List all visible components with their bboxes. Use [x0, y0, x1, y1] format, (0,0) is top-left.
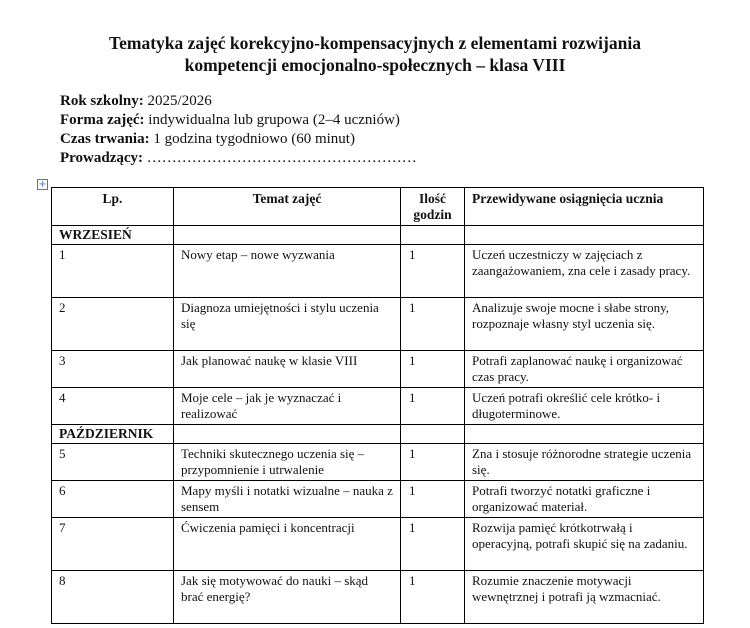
table-header-row	[52, 188, 704, 226]
title-line-1: Tematyka zajęć korekcyjno-kompensacyjnych z elementami rozwijania	[109, 33, 641, 53]
meta-value: 2025/2026	[143, 93, 212, 109]
meta-label: Rok szkolny:	[60, 93, 144, 109]
table-row	[52, 518, 704, 571]
cell-hours: 1	[401, 351, 465, 388]
cell-topic: Techniki skutecznego uczenia się – przypomnienie i utrwalenie	[174, 444, 401, 481]
meta-duration	[60, 130, 417, 149]
cell-lp: 6	[52, 481, 174, 518]
month-label: WRZESIEŃ	[52, 226, 174, 245]
cell-outcome: Potrafi tworzyć notatki graficzne i organizować materiał.	[465, 481, 704, 518]
cell-lp: 2	[52, 298, 174, 351]
table-row	[52, 245, 704, 298]
cell-outcome: Uczeń uczestniczy w zajęciach z zaangażowaniem, zna cele i zasady pracy.	[465, 245, 704, 298]
cell-topic: Ćwiczenia pamięci i koncentracji	[174, 518, 401, 571]
table-row	[52, 481, 704, 518]
meta-value: indywidualna lub grupowa (2–4 uczniów)	[144, 112, 400, 128]
meta-info	[60, 92, 417, 168]
cell-lp: 3	[52, 351, 174, 388]
header-topic: Temat zajęć	[174, 188, 401, 226]
meta-label: Prowadzący:	[60, 150, 144, 166]
meta-label: Forma zajęć:	[60, 112, 145, 128]
cell-hours: 1	[401, 298, 465, 351]
cell-topic: Moje cele – jak je wyznaczać i realizować	[174, 388, 401, 425]
month-label: PAŹDZIERNIK	[52, 425, 174, 444]
table-row	[52, 444, 704, 481]
cell-lp: 8	[52, 571, 174, 624]
cell-topic: Diagnoza umiejętności i stylu uczenia się	[174, 298, 401, 351]
cell-topic: Nowy etap – nowe wyzwania	[174, 245, 401, 298]
cell-hours: 1	[401, 245, 465, 298]
cell-outcome: Rozwija pamięć krótkotrwałą i operacyjną, potrafi skupić się na zadaniu.	[465, 518, 704, 571]
cell-outcome: Zna i stosuje różnorodne strategie uczenia się.	[465, 444, 704, 481]
header-lp: Lp.	[52, 188, 174, 226]
meta-label: Czas trwania:	[60, 131, 150, 147]
table-row	[52, 388, 704, 425]
meta-form	[60, 111, 417, 130]
table-row	[52, 298, 704, 351]
cell-lp: 1	[52, 245, 174, 298]
cell-hours: 1	[401, 388, 465, 425]
cell-lp: 4	[52, 388, 174, 425]
header-hours: Ilość godzin	[401, 188, 465, 226]
cell-outcome: Uczeń potrafi określić cele krótko- i długoterminowe.	[465, 388, 704, 425]
month-row	[52, 425, 704, 444]
cell-hours: 1	[401, 571, 465, 624]
document-title	[40, 32, 710, 76]
cell-hours: 1	[401, 481, 465, 518]
cell-topic: Jak się motywować do nauki – skąd brać energię?	[174, 571, 401, 624]
cell-outcome: Rozumie znaczenie motywacji wewnętrznej i potrafi ją wzmacniać.	[465, 571, 704, 624]
title-line-2: kompetencji emocjonalno-społecznych – klasa VIII	[184, 55, 566, 75]
table-row	[52, 351, 704, 388]
table-move-plus-icon[interactable]: +	[38, 179, 47, 190]
schedule-table	[51, 187, 704, 624]
cell-outcome: Potrafi zaplanować naukę i organizować czas pracy.	[465, 351, 704, 388]
month-row	[52, 226, 704, 245]
meta-value: 1 godzina tygodniowo (60 minut)	[149, 131, 355, 147]
cell-topic: Mapy myśli i notatki wizualne – nauka z sensem	[174, 481, 401, 518]
table-row	[52, 571, 704, 624]
cell-topic: Jak planować naukę w klasie VIII	[174, 351, 401, 388]
meta-school-year	[60, 92, 417, 111]
meta-value: ………………………………………………	[143, 150, 417, 166]
cell-lp: 7	[52, 518, 174, 571]
cell-hours: 1	[401, 444, 465, 481]
header-outcomes: Przewidywane osiągnięcia ucznia	[465, 188, 704, 226]
cell-lp: 5	[52, 444, 174, 481]
cell-outcome: Analizuje swoje mocne i słabe strony, rozpoznaje własny styl uczenia się.	[465, 298, 704, 351]
meta-teacher	[60, 149, 417, 168]
cell-hours: 1	[401, 518, 465, 571]
